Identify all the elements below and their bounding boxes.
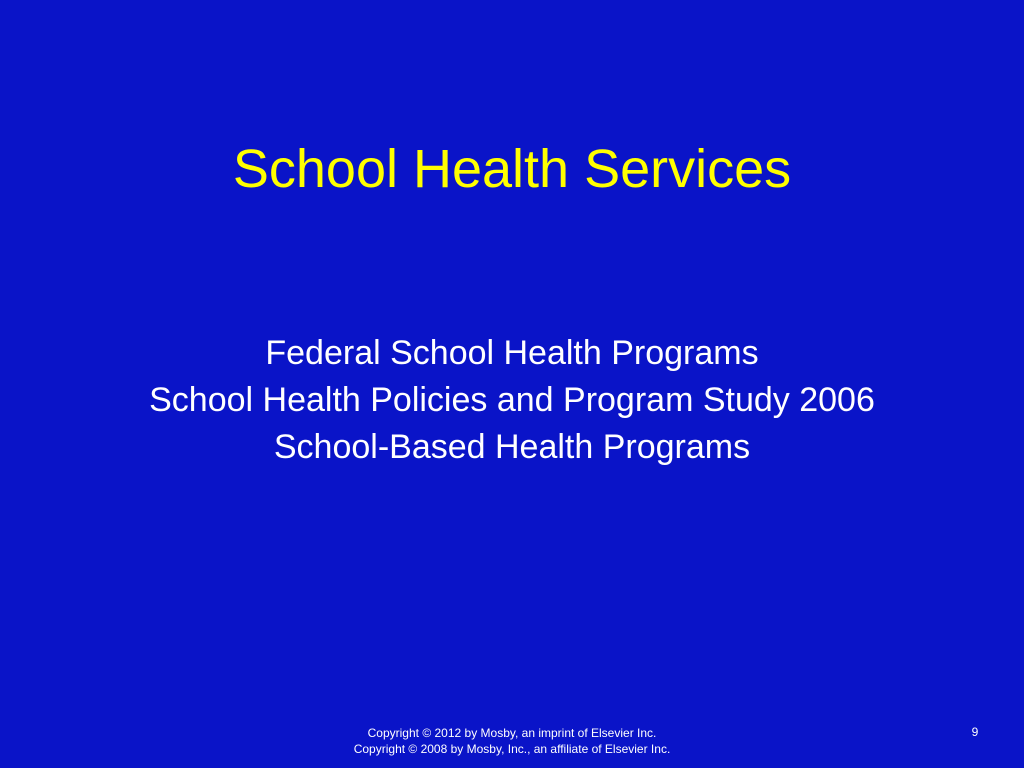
subtitle-block [0, 330, 1024, 471]
copyright-line-1: Copyright © 2012 by Mosby, an imprint of Elsevier Inc. [367, 726, 657, 740]
copyright-footer [200, 725, 824, 757]
subtitle-line-2: School Health Policies and Program Study 2006 [149, 381, 875, 419]
subtitle-line-3: School-Based Health Programs [273, 428, 751, 466]
subtitle-line-1: Federal School Health Programs [265, 334, 759, 372]
copyright-line-2: Copyright © 2008 by Mosby, Inc., an affiliate of Elsevier Inc. [353, 742, 671, 756]
page-number: 9 [971, 725, 979, 739]
slide-title: School Health Services [232, 139, 792, 199]
